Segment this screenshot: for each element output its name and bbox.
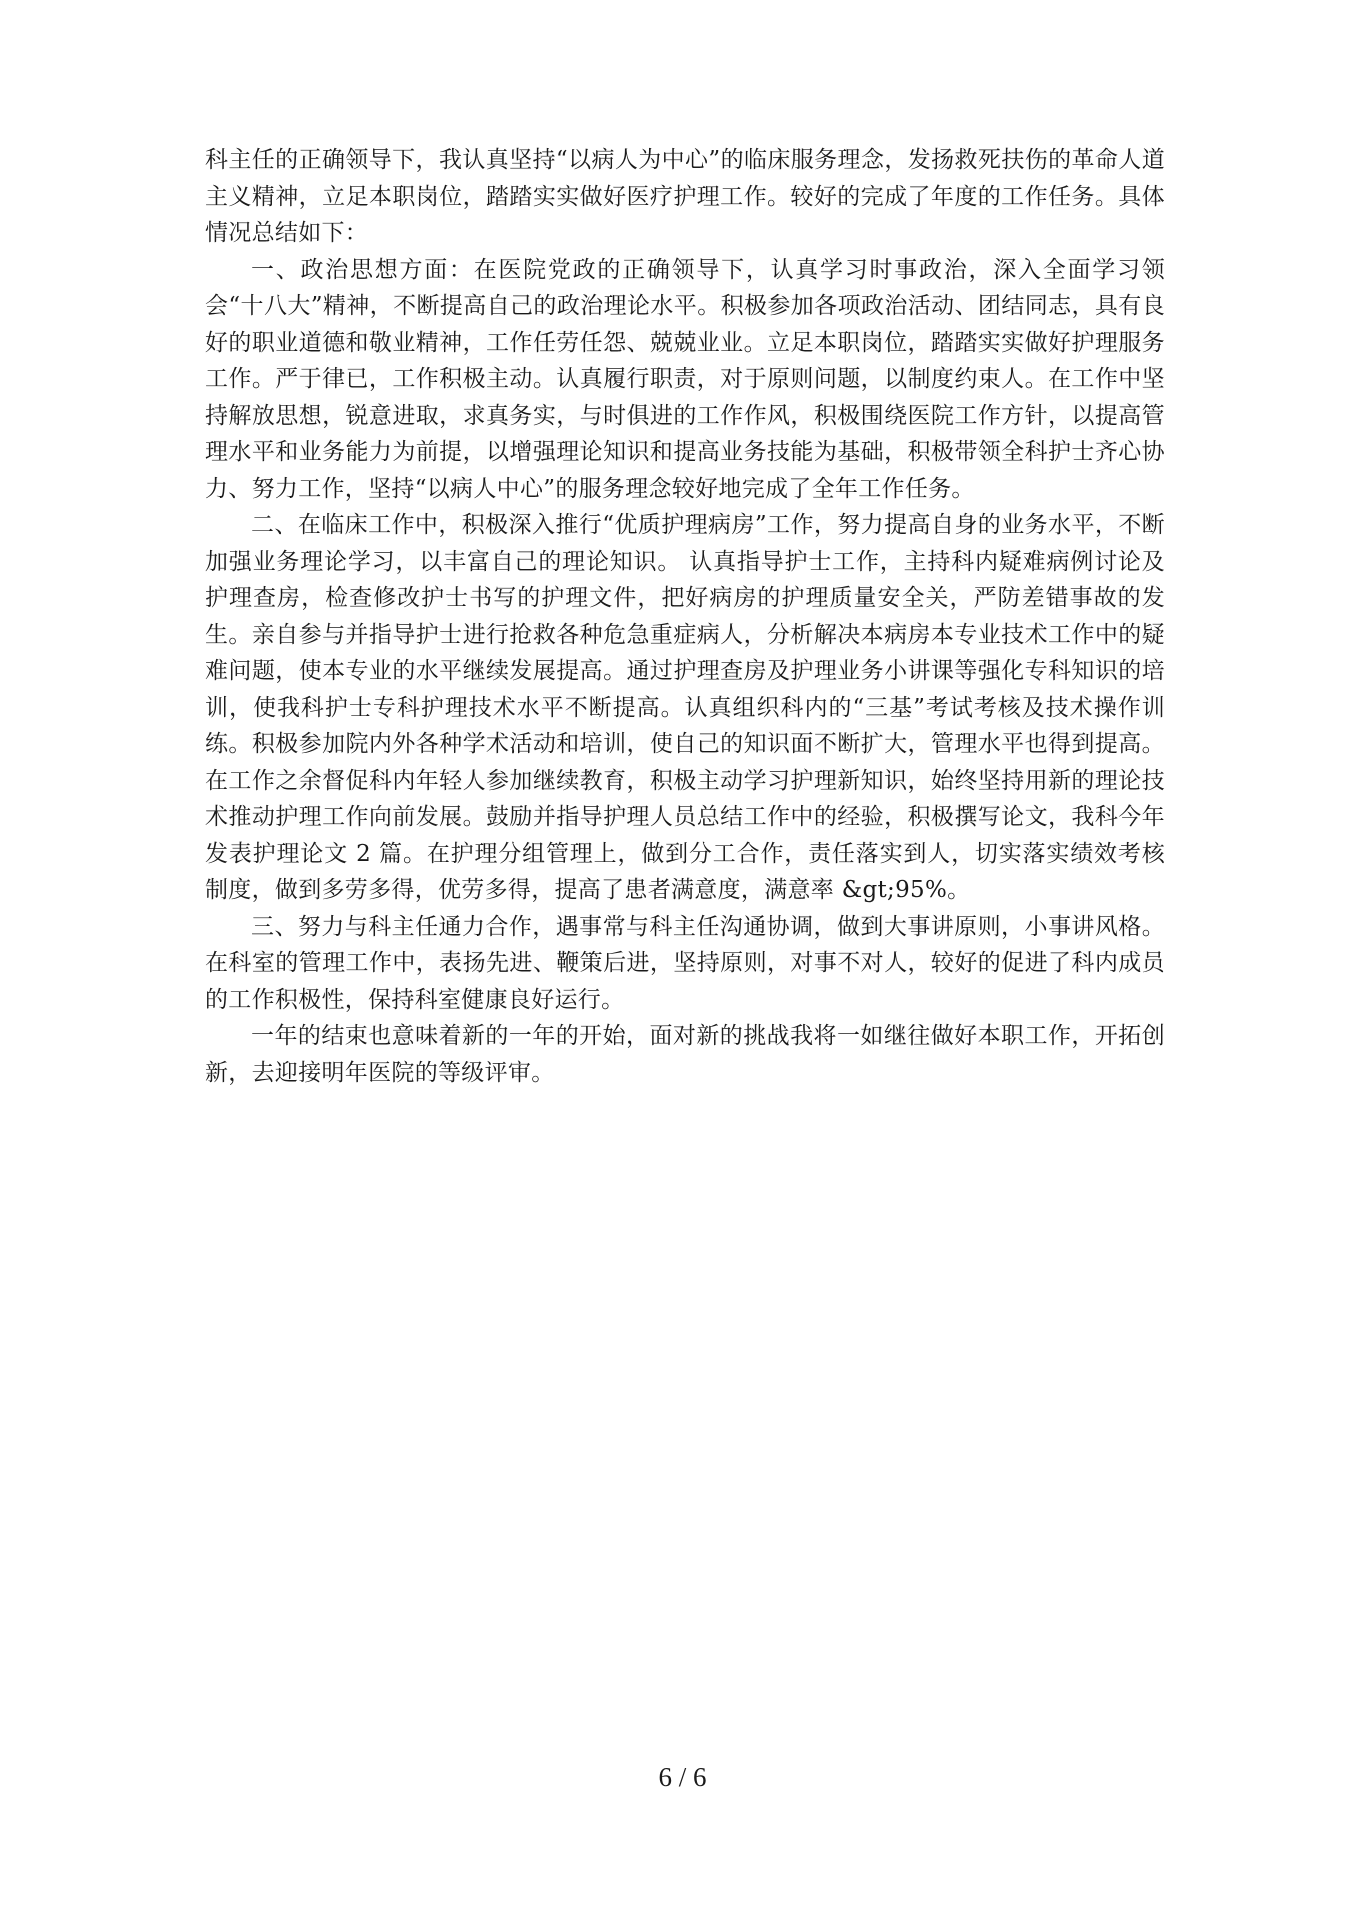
- paragraph-clinical-work: 二、在临床工作中，积极深入推行“优质护理病房”工作，努力提高自身的业务水平，不断加强业务理论学习，以丰富自己的理论知识。 认真指导护士工作，主持科内疑难病例讨论及护理查房，检查修改护士书写的护理文件，把好病房的护理质量安全关，严防差错事故的发生。亲自参与并指导护士进行抢救各种危急重症病人，分析解决本病房本专业技术工作中的疑难问题，使本专业的水平继续发展提高。通过护理查房及护理业务小讲课等强化专科知识的培训，使我科护士专科护理技术水平不断提高。认真组织科内的“三基”考试考核及技术操作训练。积极参加院内外各种学术活动和培训，使自己的知识面不断扩大，管理水平也得到提高。在工作之余督促科内年轻人参加继续教育，积极主动学习护理新知识，始终坚持用新的理论技术推动护理工作向前发展。鼓励并指导护理人员总结工作中的经验，积极撰写论文，我科今年发表护理论文 2 篇。在护理分组管理上，做到分工合作，责任落实到人，切实落实绩效考核制度，做到多劳多得，优劳多得，提高了患者满意度，满意率 &gt;95%。: [205, 512, 1165, 903]
- paragraph-intro: 科主任的正确领导下，我认真坚持“以病人为中心”的临床服务理念，发扬救死扶伤的革命人道主义精神，立足本职岗位，踏踏实实做好医疗护理工作。较好的完成了年度的工作任务。具体情况总结如下：: [205, 147, 1165, 246]
- paragraph-cooperation: 三、努力与科主任通力合作，遇事常与科主任沟通协调，做到大事讲原则，小事讲风格。在科室的管理工作中，表扬先进、鞭策后进，坚持原则，对事不对人，较好的促进了科内成员的工作积极性，保持科室健康良好运行。: [205, 913, 1165, 1013]
- paragraph-conclusion: 一年的结束也意味着新的一年的开始，面对新的挑战我将一如继往做好本职工作，开拓创新，去迎接明年医院的等级评审。: [205, 1023, 1165, 1086]
- page-number: 6 / 6: [658, 1762, 707, 1792]
- document-body: [205, 142, 1165, 1091]
- paragraph-political-thought: 一、政治思想方面：在医院党政的正确领导下，认真学习时事政治，深入全面学习领会“十八大”精神，不断提高自己的政治理论水平。积极参加各项政治活动、团结同志，具有良好的职业道德和敬业精神，工作任劳任怨、兢兢业业。立足本职岗位，踏踏实实做好护理服务工作。严于律已，工作积极主动。认真履行职责，对于原则问题，以制度约束人。在工作中坚持解放思想，锐意进取，求真务实，与时俱进的工作作风，积极围绕医院工作方针，以提高管理水平和业务能力为前提，以增强理论知识和提高业务技能为基础，积极带领全科护士齐心协力、努力工作，坚持“以病人中心”的服务理念较好地完成了全年工作任务。: [205, 256, 1165, 502]
